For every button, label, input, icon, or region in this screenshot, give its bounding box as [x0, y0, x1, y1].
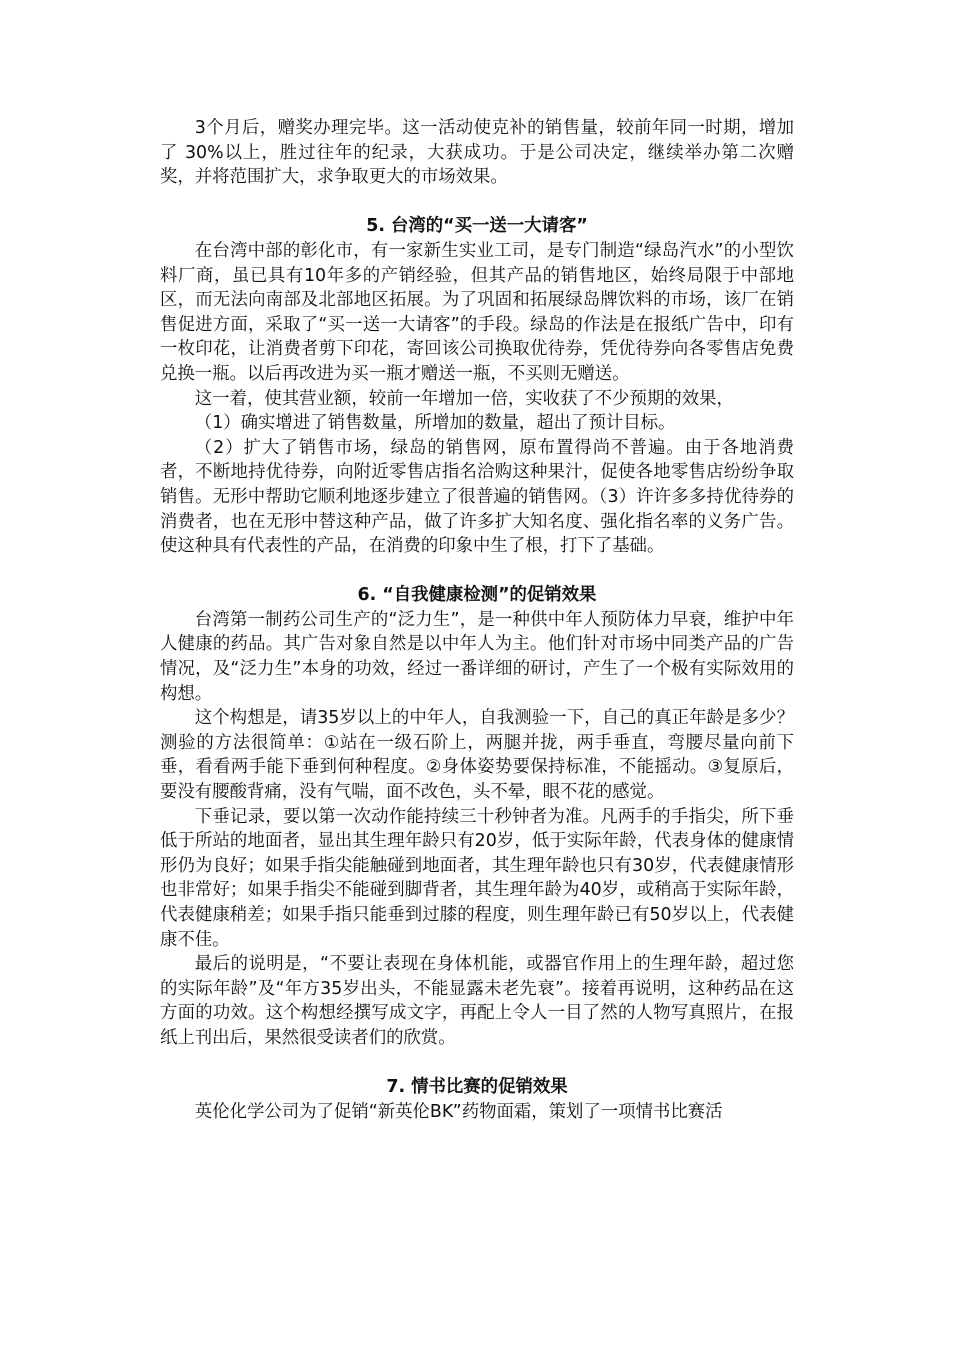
- paragraph: （2）扩大了销售市场，绿岛的销售网，原布置得尚不普遍。由于各地消费者，不断地持优待券，向附近零售店指名洽购这种果汁，促使各地零售店纷纷争取销售。无形中帮助它顺利地逐步建立了很普遍的销售网。（3）许许多多持优待券的消费者，也在无形中替这种产品，做了许多扩大知名度、强化指名率的义务广告。使这种具有代表性的产品，在消费的印象中生了根，打下了基础。: [160, 437, 794, 557]
- section-5: [160, 214, 794, 558]
- section-title: 5. 台湾的“买一送一大请客”: [366, 216, 588, 237]
- paragraph: 在台湾中部的彰化市，有一家新生实业工司，是专门制造“绿岛汽水”的小型饮料厂商，虽已具有10年多的产销经验，但其产品的销售地区，始终局限于中部地区，而无法向南部及北部地区拓展。为了巩固和拓展绿岛牌饮料的市场，该厂在销售促进方面，采取了“买一送一大请客”的手段。绿岛的作法是在报纸广告中，印有一枚印花，让消费者剪下印花，寄回该公司换取优待券，凭优待券向各零售店免费兑换一瓶。以后再改进为买一瓶才赠送一瓶，不买则无赠送。: [160, 240, 794, 384]
- paragraph: 英伦化学公司为了促销“新英伦BK”药物面霜，策划了一项情书比赛活: [194, 1101, 723, 1122]
- section-spacer: [160, 1051, 794, 1076]
- paragraph: 这一着，使其营业额，较前一年增加一倍，实收获了不少预期的效果，: [194, 388, 734, 409]
- paragraph: （1）确实增进了销售数量，所增加的数量，超出了预计目标。: [194, 413, 676, 434]
- paragraph: 下垂记录，要以第一次动作能持续三十秒钟者为准。凡两手的手指尖，所下垂低于所站的地面者，显出其生理年龄只有20岁，低于实际年龄，代表身体的健康情形仍为良好；如果手指尖能触碰到地面者，其生理年龄也只有30岁，代表健康情形也非常好；如果手指尖不能碰到脚背者，其生理年龄为40岁，或稍高于实际年龄，代表健康稍差；如果手指只能垂到过膝的程度，则生理年龄已有50岁以上，代表健康不佳。: [160, 806, 794, 950]
- section-6: [160, 583, 794, 1050]
- document-body: [160, 116, 794, 1124]
- paragraph: 台湾第一制药公司生产的“泛力生”，是一种供中年人预防体力早衰，维护中年人健康的药品。其广告对象自然是以中年人为主。他们针对市场中同类产品的广告情况，及“泛力生”本身的功效，经过一番详细的研讨，产生了一个极有实际效用的构想。: [160, 609, 794, 704]
- paragraph: 最后的说明是，“不要让表现在身体机能，或器官作用上的生理年龄，超过您的实际年龄”及“年方35岁出头，不能显露未老先衰”。接着再说明，这种药品在这方面的功效。这个构想经撰写成文字，再配上令人一目了然的人物写真照片，在报纸上刊出后，果然很受读者们的欣赏。: [160, 954, 794, 1048]
- intro-paragraph: 3个月后，赠奖办理完毕。这一活动使克补的销售量，较前年同一时期，增加了 30%以上，胜过往年的纪录，大获成功。于是公司决定，继续举办第二次赠奖，并将范围扩大，求争取更大的市场效果。: [160, 118, 794, 188]
- paragraph: 这个构想是，请35岁以上的中年人，自我测验一下，自己的真正年龄是多少？测验的方法很简单：①站在一级石阶上，两腿并拢，两手垂直，弯腰尽量向前下垂，看看两手能下垂到何种程度。②身体姿势要保持标准，不能摇动。③复原后，要没有腰酸背痛，没有气喘，面不改色，头不晕，眼不花的感觉。: [160, 708, 794, 803]
- section-spacer: [160, 190, 794, 215]
- section-title: 7. 情书比赛的促销效果: [386, 1077, 568, 1098]
- section-title: 6. “自我健康检测”的促销效果: [357, 585, 597, 606]
- section-spacer: [160, 559, 794, 584]
- section-7: [160, 1075, 794, 1124]
